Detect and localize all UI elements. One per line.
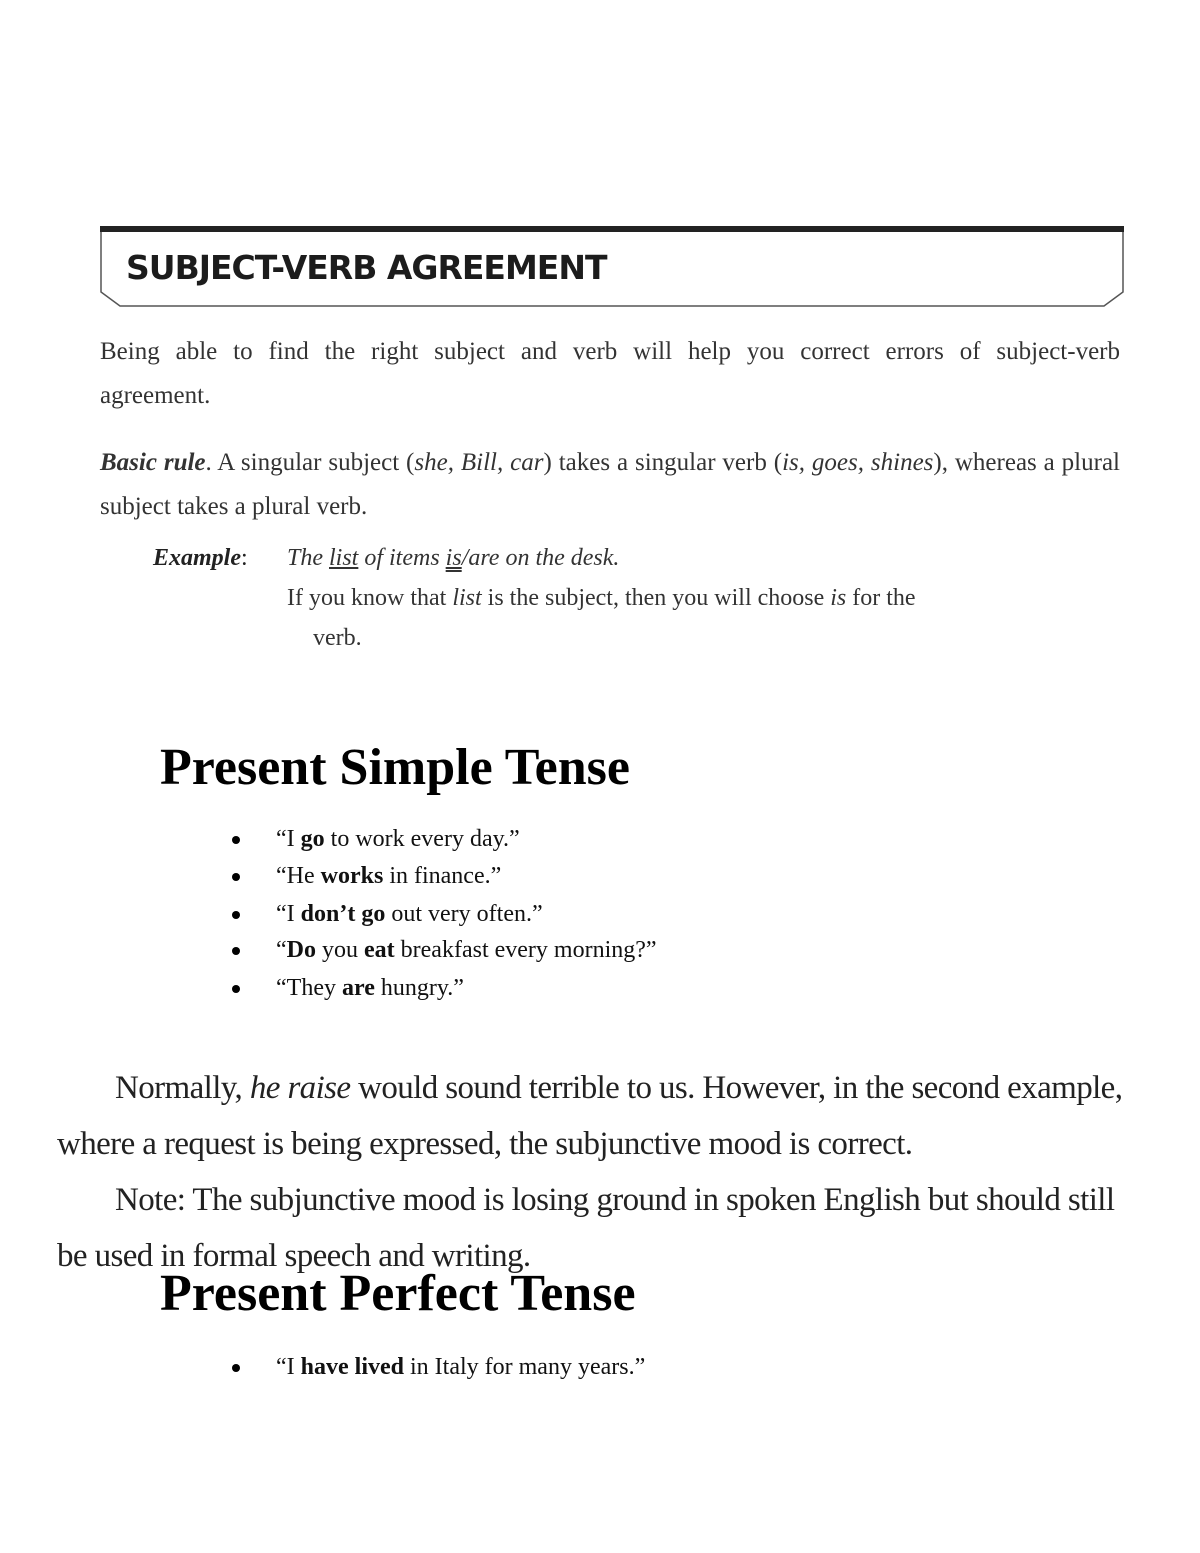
underlined-subject: list	[329, 545, 359, 571]
bullet-icon	[232, 985, 240, 993]
section-heading-present-simple: Present Simple Tense	[160, 739, 630, 796]
section-header-box	[100, 226, 1124, 306]
example-label: Example:	[153, 545, 248, 571]
basic-rule-text: ), whereas a plural subject takes a plural verb.	[100, 449, 1120, 520]
note-paragraph: Note: The subjunctive mood is losing ground in spoken English but should still be used in formal speech and writing.	[57, 1182, 1115, 1274]
page-title: SUBJECT-VERB AGREEMENT	[126, 248, 607, 287]
bullet-icon	[232, 1364, 240, 1372]
example-explanation: If you know that list is the subject, then you will choose is for the	[287, 585, 916, 611]
section-heading-present-perfect: Present Perfect Tense	[160, 1265, 636, 1322]
bullet-icon	[232, 947, 240, 955]
example-sentence: The list of items is/are on the desk.	[287, 545, 620, 571]
basic-rule-paragraph	[100, 441, 1120, 529]
basic-rule-label: Basic rule	[100, 449, 206, 476]
subjunctive-paragraph: Normally, he raise would sound terrible to us. However, in the second example, where a request is being expressed, the subjunctive mood is correct.	[57, 1070, 1123, 1162]
double-underlined-verb: is	[445, 545, 462, 571]
intro-paragraph: Being able to find the right subject and verb will help you correct errors of subject-verb agreement.	[100, 338, 1120, 409]
bullet-icon	[232, 873, 240, 881]
basic-rule-text: ) takes a singular verb (	[543, 449, 783, 476]
bullet-icon	[232, 911, 240, 919]
subject-examples: she, Bill, car	[414, 449, 544, 476]
verb-examples: is, goes, shines	[782, 449, 934, 476]
bullet-icon	[232, 836, 240, 844]
example-explanation-continued: verb.	[313, 625, 362, 651]
note-label: Note:	[115, 1182, 186, 1218]
basic-rule-text: . A singular subject (	[205, 449, 415, 476]
